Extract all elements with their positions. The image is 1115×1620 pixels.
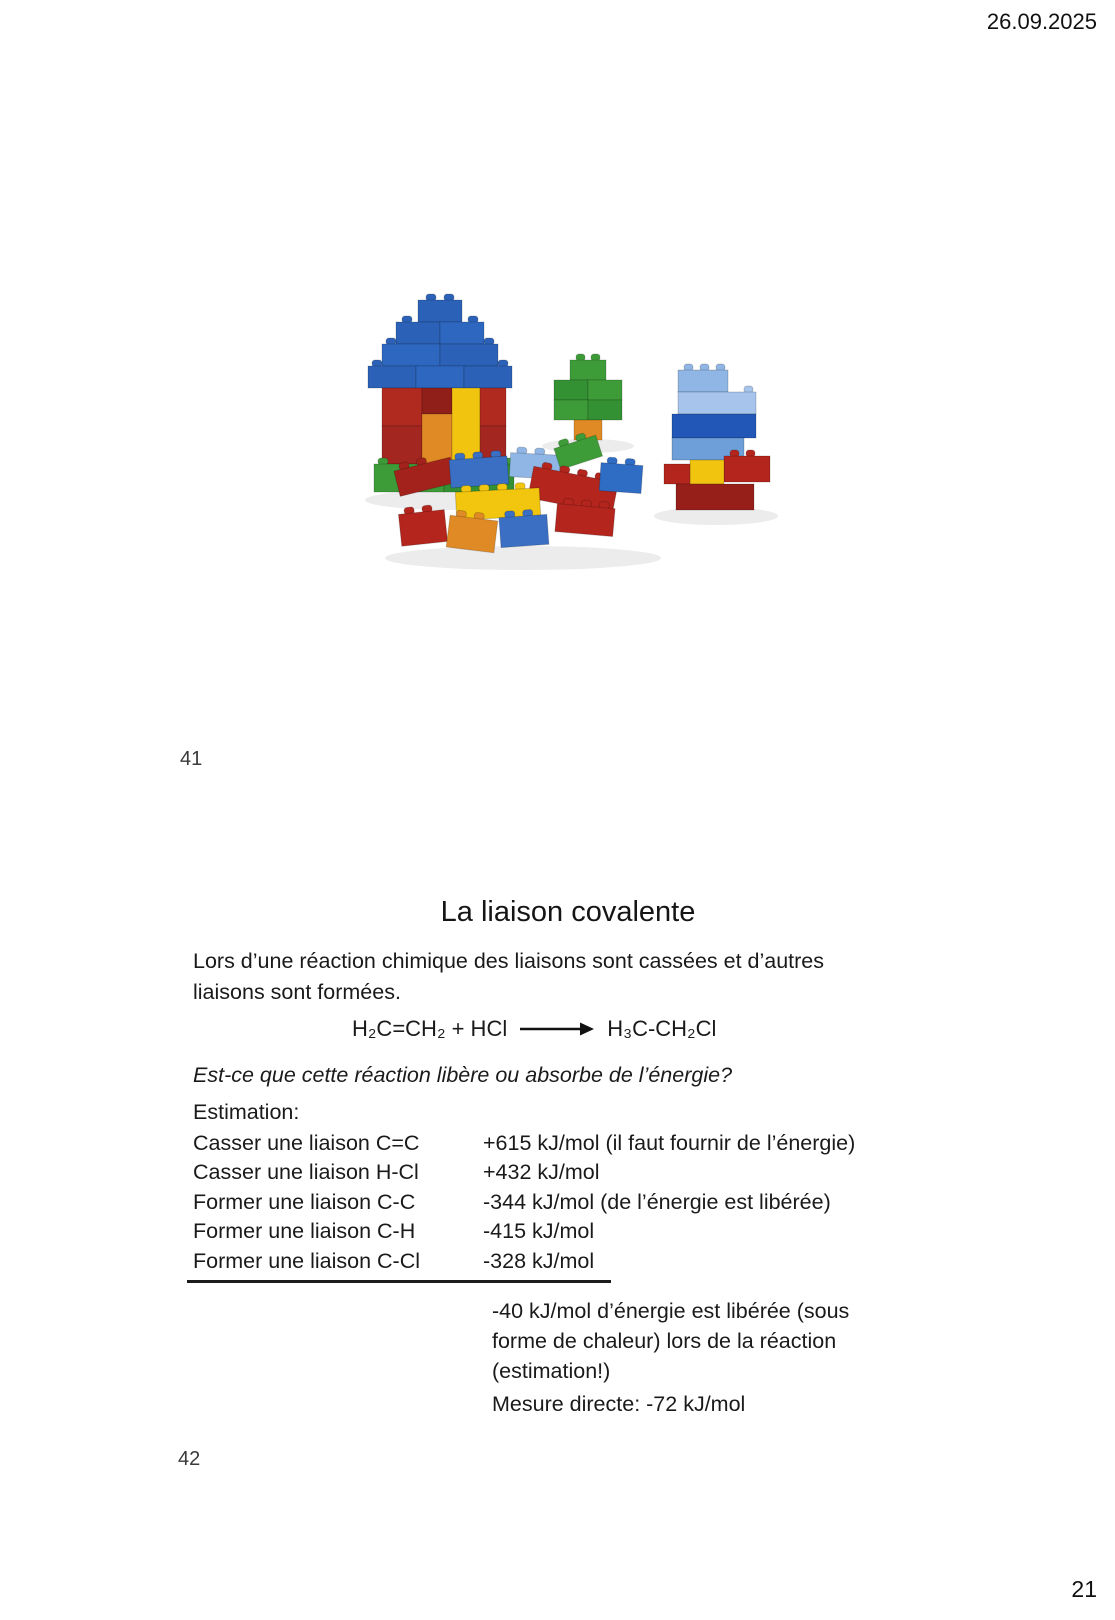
intro-text: Lors d’une réaction chimique des liaisons sont cassées et d’autres liaisons sont formées. bbox=[193, 949, 825, 1004]
page-number: 21 bbox=[1071, 1576, 1097, 1602]
bond-row bbox=[193, 1160, 893, 1189]
bond-row bbox=[193, 1131, 893, 1160]
energy-question: Est-ce que cette réaction libère ou absorbe de l’énergie? bbox=[193, 1063, 733, 1087]
bond-action: Former une liaison C-Cl bbox=[193, 1248, 421, 1273]
bond-value: -415 kJ/mol bbox=[483, 1219, 595, 1244]
bond-value: +432 kJ/mol bbox=[483, 1160, 600, 1185]
lego-bricks-image bbox=[358, 276, 778, 576]
direct-measure-text: Mesure directe: -72 kJ/mol bbox=[492, 1392, 746, 1416]
lego-tree bbox=[554, 354, 622, 440]
equation-rhs: H₃C-CH₂Cl bbox=[607, 1016, 717, 1041]
estimation-label: Estimation: bbox=[193, 1100, 300, 1124]
bond-row bbox=[193, 1249, 893, 1278]
bond-action: Casser une liaison H-Cl bbox=[193, 1160, 419, 1185]
bond-value: +615 kJ/mol (il faut fournir de l’énergie) bbox=[483, 1131, 856, 1155]
header-date: 26.09.2025 bbox=[986, 9, 1097, 34]
result-text: -40 kJ/mol d’énergie est libérée (sous forme de chaleur) lors de la réaction (estimation!) bbox=[492, 1299, 850, 1383]
lego-tower bbox=[664, 364, 770, 510]
slide-number-42: 42 bbox=[178, 1448, 201, 1470]
bond-value: -328 kJ/mol bbox=[483, 1248, 595, 1273]
slide-title: La liaison covalente bbox=[440, 896, 696, 928]
sum-divider-line bbox=[187, 1280, 611, 1283]
bond-value: -344 kJ/mol (de l’énergie est libérée) bbox=[483, 1189, 831, 1214]
slide-number-41: 41 bbox=[180, 748, 203, 770]
bond-row bbox=[193, 1219, 893, 1248]
bond-row bbox=[193, 1190, 893, 1219]
bond-action: Casser une liaison C=C bbox=[193, 1131, 420, 1155]
equation-lhs: H₂C=CH₂ + HCl bbox=[352, 1016, 508, 1041]
bond-energy-table bbox=[193, 1131, 893, 1278]
bond-action: Former une liaison C-H bbox=[193, 1219, 416, 1244]
reaction-arrow-icon bbox=[519, 1021, 595, 1037]
chemical-equation bbox=[352, 1016, 716, 1042]
bond-action: Former une liaison C-C bbox=[193, 1189, 416, 1214]
